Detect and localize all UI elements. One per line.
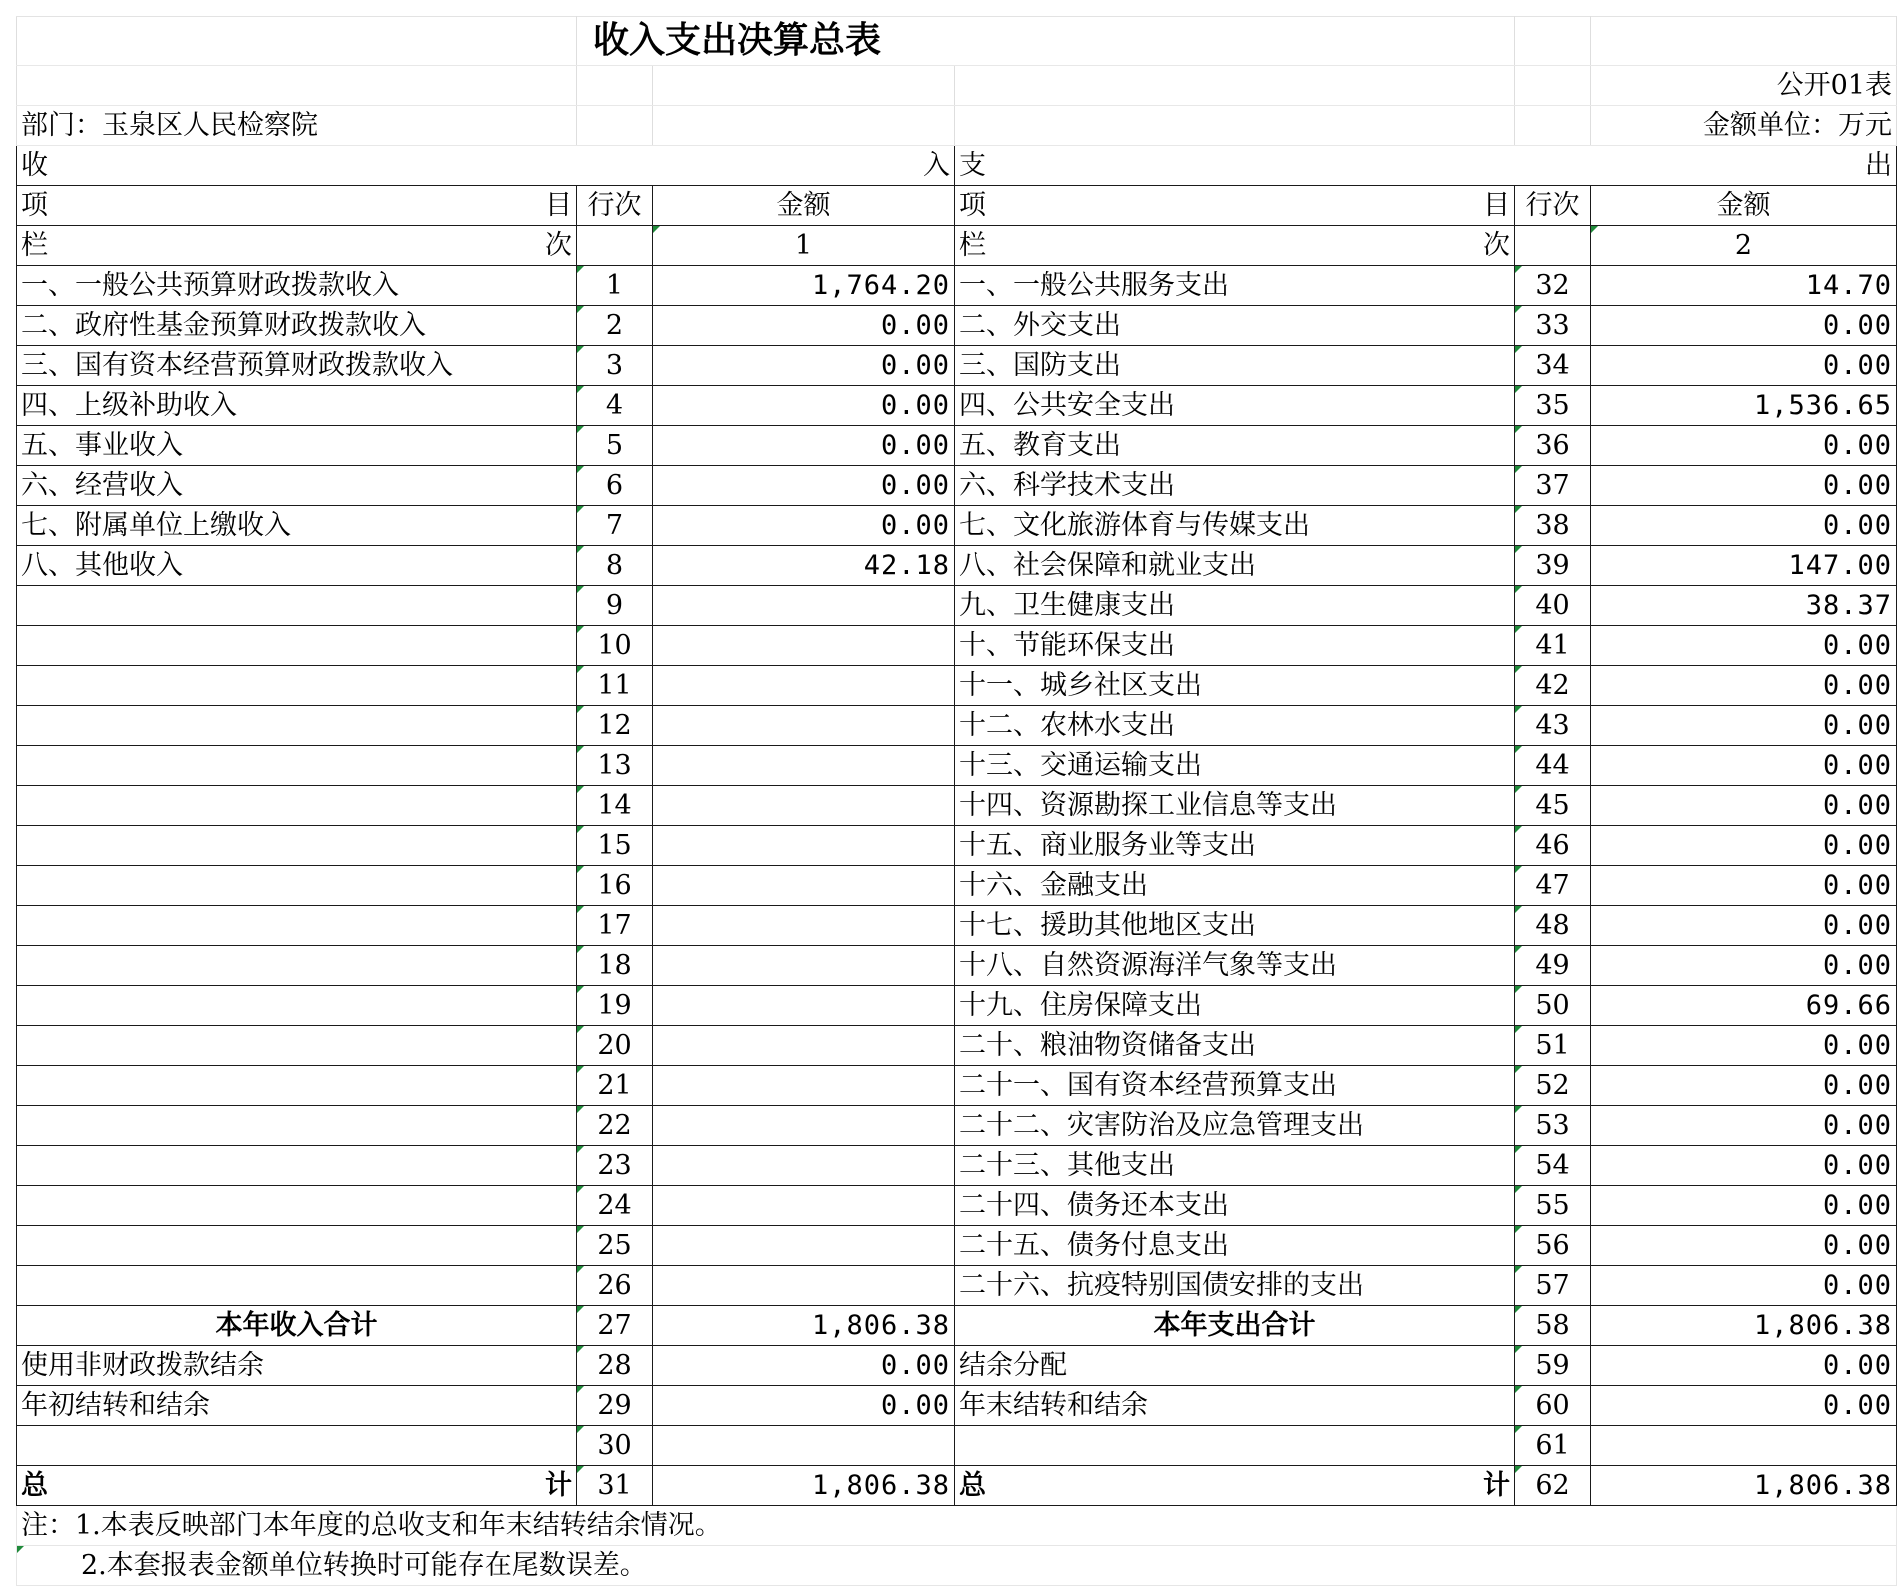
table-row: [17, 506, 1897, 546]
table-row: [17, 986, 1897, 1026]
income-item-name: [17, 946, 577, 986]
col-left: 栏: [21, 230, 48, 261]
expense-item-name: 三、国防支出: [955, 346, 1515, 386]
expense-amount: 0.00: [1591, 426, 1897, 466]
expense-item-name: 九、卫生健康支出: [955, 586, 1515, 626]
income-item-name: [17, 1066, 577, 1106]
report-title: 收入支出决算总表: [577, 17, 1515, 66]
income-row-number: 5: [577, 426, 653, 466]
expense-amount: 0.00: [1591, 786, 1897, 826]
table-row: [17, 386, 1897, 426]
expense-item-name: 十二、农林水支出: [955, 706, 1515, 746]
expense-amount: 0.00: [1591, 1146, 1897, 1186]
expense-row-number: 37: [1515, 466, 1591, 506]
income-row-number: 8: [577, 546, 653, 586]
expense-row-number: 45: [1515, 786, 1591, 826]
expense-amount: 0.00: [1591, 1266, 1897, 1306]
income-amount: [653, 1106, 955, 1146]
expense-amount: 0.00: [1591, 466, 1897, 506]
income-item-name: [17, 1426, 577, 1466]
expense-item-name: 二、外交支出: [955, 306, 1515, 346]
expense-amount: 0.00: [1591, 346, 1897, 386]
title-cell-empty: [1591, 17, 1897, 66]
income-amount: [653, 1426, 955, 1466]
table-row: [17, 1146, 1897, 1186]
expense-row-number: 60: [1515, 1386, 1591, 1426]
note-text: 2.本套报表金额单位转换时可能存在尾数误差。: [17, 1546, 1897, 1586]
header-column-row: [17, 226, 1897, 266]
income-amount: [653, 1186, 955, 1226]
expense-amount-header: 金额: [1591, 186, 1897, 226]
expense-row-number: 55: [1515, 1186, 1591, 1226]
expense-total-amount: 1,806.38: [1591, 1466, 1897, 1506]
income-amount: [653, 1266, 955, 1306]
income-amount: [653, 906, 955, 946]
expense-item-name: 十七、援助其他地区支出: [955, 906, 1515, 946]
income-item-name: [17, 906, 577, 946]
expense-amount: 0.00: [1591, 626, 1897, 666]
table-row: [17, 626, 1897, 666]
item-left: 项: [959, 190, 986, 221]
expense-row-number: 38: [1515, 506, 1591, 546]
income-row-number: 30: [577, 1426, 653, 1466]
expense-amount: 0.00: [1591, 1026, 1897, 1066]
expense-row-number: 61: [1515, 1426, 1591, 1466]
expense-amount: 0.00: [1591, 666, 1897, 706]
header-item-row: [17, 186, 1897, 226]
income-row-number: 2: [577, 306, 653, 346]
empty-cell: [955, 66, 1515, 106]
income-header-left: 收: [21, 150, 48, 181]
spreadsheet-sheet: [16, 16, 1896, 1586]
total-right: 计: [1483, 1470, 1511, 1501]
income-row-number: 10: [577, 626, 653, 666]
income-item-name: 三、国有资本经营预算财政拨款收入: [17, 346, 577, 386]
note-text: 注：1.本表反映部门本年度的总收支和年末结转结余情况。: [17, 1506, 1897, 1546]
expense-subtotal-number: 58: [1515, 1306, 1591, 1346]
empty-cell: [577, 66, 653, 106]
income-expense-table: [16, 16, 1897, 1586]
expense-column-label: [955, 226, 1515, 266]
expense-row-number: 57: [1515, 1266, 1591, 1306]
expense-amount: 1,536.65: [1591, 386, 1897, 426]
expense-amount: 0.00: [1591, 826, 1897, 866]
expense-amount: [1591, 1426, 1897, 1466]
expense-row-number: 59: [1515, 1346, 1591, 1386]
income-item-name: 年初结转和结余: [17, 1386, 577, 1426]
income-amount: [653, 826, 955, 866]
expense-item-name: 二十四、债务还本支出: [955, 1186, 1515, 1226]
table-row: [17, 1066, 1897, 1106]
expense-total-number: 62: [1515, 1466, 1591, 1506]
income-row-number: 13: [577, 746, 653, 786]
income-row-number: 3: [577, 346, 653, 386]
expense-amount: 0.00: [1591, 946, 1897, 986]
table-row: [17, 666, 1897, 706]
income-total-label: [17, 1466, 577, 1506]
income-item-name: 五、事业收入: [17, 426, 577, 466]
expense-row-number: 52: [1515, 1066, 1591, 1106]
income-item-name: [17, 666, 577, 706]
income-row-number: 4: [577, 386, 653, 426]
expense-item-name: 六、科学技术支出: [955, 466, 1515, 506]
table-row: [17, 1426, 1897, 1466]
income-amount: [653, 666, 955, 706]
expense-row-number: 48: [1515, 906, 1591, 946]
income-item-header: [17, 186, 577, 226]
income-amount: [653, 986, 955, 1026]
income-row-number: 28: [577, 1346, 653, 1386]
expense-amount: 0.00: [1591, 1066, 1897, 1106]
expense-row-number: 34: [1515, 346, 1591, 386]
table-row: [17, 426, 1897, 466]
income-row-number: 17: [577, 906, 653, 946]
income-row-number: 15: [577, 826, 653, 866]
table-row: [17, 1346, 1897, 1386]
income-item-name: 七、附属单位上缴收入: [17, 506, 577, 546]
table-row: [17, 266, 1897, 306]
expense-header: [955, 146, 1897, 186]
expense-row-number: 46: [1515, 826, 1591, 866]
income-row-number: 23: [577, 1146, 653, 1186]
income-item-name: 六、经营收入: [17, 466, 577, 506]
income-amount: [653, 586, 955, 626]
subtotal-row: [17, 1306, 1897, 1346]
total-left: 总: [959, 1470, 986, 1501]
expense-row-number: 44: [1515, 746, 1591, 786]
amount-unit: 金额单位：万元: [1591, 106, 1897, 146]
income-amount: [653, 746, 955, 786]
income-row-number: 18: [577, 946, 653, 986]
income-row-number: 20: [577, 1026, 653, 1066]
income-amount: 0.00: [653, 386, 955, 426]
expense-item-name: 结余分配: [955, 1346, 1515, 1386]
expense-amount: 147.00: [1591, 546, 1897, 586]
expense-amount: 0.00: [1591, 506, 1897, 546]
income-row-number: 9: [577, 586, 653, 626]
expense-item-name: 十一、城乡社区支出: [955, 666, 1515, 706]
income-row-number: 1: [577, 266, 653, 306]
expense-amount: 0.00: [1591, 1226, 1897, 1266]
income-item-name: 二、政府性基金预算财政拨款收入: [17, 306, 577, 346]
expense-row-number: 32: [1515, 266, 1591, 306]
income-total-number: 31: [577, 1466, 653, 1506]
table-row: [17, 1186, 1897, 1226]
expense-item-name: 十、节能环保支出: [955, 626, 1515, 666]
expense-subtotal-label: 本年支出合计: [955, 1306, 1515, 1346]
income-row-number: 14: [577, 786, 653, 826]
income-header: [17, 146, 955, 186]
col-right: 次: [545, 230, 572, 261]
table-row: [17, 1106, 1897, 1146]
form-number: 公开01表: [1591, 66, 1897, 106]
income-row-number: 21: [577, 1066, 653, 1106]
item-left: 项: [21, 190, 48, 221]
table-row: [17, 586, 1897, 626]
expense-item-name: 一、一般公共服务支出: [955, 266, 1515, 306]
expense-row-number: 54: [1515, 1146, 1591, 1186]
col-left: 栏: [959, 230, 986, 261]
income-row-number: 6: [577, 466, 653, 506]
total-right: 计: [545, 1470, 572, 1501]
expense-amount: 0.00: [1591, 1346, 1897, 1386]
empty-cell: [653, 66, 955, 106]
income-item-name: [17, 1266, 577, 1306]
expense-row-number: 36: [1515, 426, 1591, 466]
table-row: [17, 306, 1897, 346]
expense-item-name: 十三、交通运输支出: [955, 746, 1515, 786]
income-amount: 42.18: [653, 546, 955, 586]
income-amount: 0.00: [653, 306, 955, 346]
income-amount: 1,764.20: [653, 266, 955, 306]
expense-item-name: [955, 1426, 1515, 1466]
income-subtotal-number: 27: [577, 1306, 653, 1346]
expense-rowno-header: 行次: [1515, 186, 1591, 226]
income-amount-header: 金额: [653, 186, 955, 226]
expense-item-name: 二十、粮油物资储备支出: [955, 1026, 1515, 1066]
income-amount: [653, 866, 955, 906]
income-row-number: 24: [577, 1186, 653, 1226]
table-row: [17, 906, 1897, 946]
title-row: [17, 17, 1897, 66]
note-row: [17, 1546, 1897, 1586]
empty-cell: [577, 226, 653, 266]
department-row: [17, 106, 1897, 146]
table-row: [17, 746, 1897, 786]
table-row: [17, 1226, 1897, 1266]
expense-amount: 0.00: [1591, 306, 1897, 346]
income-row-number: 16: [577, 866, 653, 906]
expense-amount: 69.66: [1591, 986, 1897, 1026]
income-amount: [653, 1146, 955, 1186]
empty-cell: [1515, 66, 1591, 106]
expense-row-number: 49: [1515, 946, 1591, 986]
expense-column-number: 2: [1591, 226, 1897, 266]
income-column-label: [17, 226, 577, 266]
expense-item-name: 二十六、抗疫特别国债安排的支出: [955, 1266, 1515, 1306]
expense-row-number: 56: [1515, 1226, 1591, 1266]
income-amount: 0.00: [653, 1346, 955, 1386]
expense-item-header: [955, 186, 1515, 226]
expense-subtotal-amount: 1,806.38: [1591, 1306, 1897, 1346]
expense-item-name: 二十二、灾害防治及应急管理支出: [955, 1106, 1515, 1146]
expense-row-number: 53: [1515, 1106, 1591, 1146]
expense-item-name: 年末结转和结余: [955, 1386, 1515, 1426]
department-label: 部门：玉泉区人民检察院: [17, 106, 577, 146]
expense-item-name: 七、文化旅游体育与传媒支出: [955, 506, 1515, 546]
form-no-row: [17, 66, 1897, 106]
income-subtotal-label: 本年收入合计: [17, 1306, 577, 1346]
expense-header-right: 出: [1865, 150, 1893, 181]
income-row-number: 7: [577, 506, 653, 546]
table-row: [17, 1386, 1897, 1426]
income-amount: 0.00: [653, 346, 955, 386]
expense-header-left: 支: [959, 150, 986, 181]
income-item-name: [17, 1106, 577, 1146]
income-item-name: [17, 1226, 577, 1266]
expense-total-label: [955, 1466, 1515, 1506]
income-row-number: 19: [577, 986, 653, 1026]
table-row: [17, 466, 1897, 506]
expense-row-number: 50: [1515, 986, 1591, 1026]
income-amount: [653, 1026, 955, 1066]
total-row: [17, 1466, 1897, 1506]
expense-amount: 14.70: [1591, 266, 1897, 306]
income-item-name: [17, 1186, 577, 1226]
expense-item-name: 八、社会保障和就业支出: [955, 546, 1515, 586]
income-item-name: [17, 786, 577, 826]
expense-row-number: 33: [1515, 306, 1591, 346]
expense-amount: 0.00: [1591, 1186, 1897, 1226]
expense-amount: 0.00: [1591, 1386, 1897, 1426]
item-right: 目: [1483, 190, 1511, 221]
item-right: 目: [545, 190, 572, 221]
income-amount: 0.00: [653, 426, 955, 466]
expense-item-name: 十九、住房保障支出: [955, 986, 1515, 1026]
empty-cell: [1515, 106, 1591, 146]
income-amount: [653, 626, 955, 666]
expense-item-name: 十五、商业服务业等支出: [955, 826, 1515, 866]
empty-cell: [17, 66, 577, 106]
income-item-name: [17, 586, 577, 626]
expense-item-name: 二十三、其他支出: [955, 1146, 1515, 1186]
income-amount: [653, 706, 955, 746]
expense-row-number: 42: [1515, 666, 1591, 706]
income-item-name: [17, 1026, 577, 1066]
empty-cell: [653, 106, 955, 146]
income-item-name: 使用非财政拨款结余: [17, 1346, 577, 1386]
income-header-right: 入: [923, 150, 950, 181]
income-item-name: [17, 746, 577, 786]
table-row: [17, 1266, 1897, 1306]
total-left: 总: [21, 1470, 48, 1501]
expense-item-name: 二十一、国有资本经营预算支出: [955, 1066, 1515, 1106]
expense-item-name: 二十五、债务付息支出: [955, 1226, 1515, 1266]
expense-amount: 0.00: [1591, 746, 1897, 786]
table-row: [17, 1026, 1897, 1066]
income-row-number: 11: [577, 666, 653, 706]
income-subtotal-amount: 1,806.38: [653, 1306, 955, 1346]
title-cell-empty: [1515, 17, 1591, 66]
expense-row-number: 40: [1515, 586, 1591, 626]
income-rowno-header: 行次: [577, 186, 653, 226]
income-item-name: [17, 826, 577, 866]
expense-item-name: 十六、金融支出: [955, 866, 1515, 906]
income-amount: [653, 1226, 955, 1266]
expense-amount: 0.00: [1591, 906, 1897, 946]
income-item-name: [17, 706, 577, 746]
income-row-number: 29: [577, 1386, 653, 1426]
table-row: [17, 346, 1897, 386]
empty-cell: [1515, 226, 1591, 266]
income-item-name: 四、上级补助收入: [17, 386, 577, 426]
expense-amount: 38.37: [1591, 586, 1897, 626]
income-column-number: 1: [653, 226, 955, 266]
title-cell-empty: [17, 17, 577, 66]
income-item-name: 一、一般公共预算财政拨款收入: [17, 266, 577, 306]
col-right: 次: [1483, 230, 1511, 261]
income-row-number: 12: [577, 706, 653, 746]
table-row: [17, 786, 1897, 826]
income-row-number: 25: [577, 1226, 653, 1266]
expense-item-name: 四、公共安全支出: [955, 386, 1515, 426]
income-amount: 0.00: [653, 466, 955, 506]
income-amount: 0.00: [653, 1386, 955, 1426]
income-amount: [653, 946, 955, 986]
note-row: [17, 1506, 1897, 1546]
income-amount: 0.00: [653, 506, 955, 546]
income-row-number: 26: [577, 1266, 653, 1306]
expense-row-number: 41: [1515, 626, 1591, 666]
header-income-expense-row: [17, 146, 1897, 186]
expense-row-number: 39: [1515, 546, 1591, 586]
income-item-name: [17, 986, 577, 1026]
income-item-name: [17, 1146, 577, 1186]
income-item-name: [17, 866, 577, 906]
table-row: [17, 706, 1897, 746]
income-amount: [653, 1066, 955, 1106]
expense-item-name: 五、教育支出: [955, 426, 1515, 466]
income-total-amount: 1,806.38: [653, 1466, 955, 1506]
expense-amount: 0.00: [1591, 866, 1897, 906]
expense-row-number: 51: [1515, 1026, 1591, 1066]
expense-item-name: 十四、资源勘探工业信息等支出: [955, 786, 1515, 826]
table-row: [17, 826, 1897, 866]
table-row: [17, 866, 1897, 906]
expense-row-number: 47: [1515, 866, 1591, 906]
expense-row-number: 43: [1515, 706, 1591, 746]
expense-row-number: 35: [1515, 386, 1591, 426]
expense-item-name: 十八、自然资源海洋气象等支出: [955, 946, 1515, 986]
income-item-name: [17, 626, 577, 666]
expense-amount: 0.00: [1591, 706, 1897, 746]
empty-cell: [955, 106, 1515, 146]
income-row-number: 22: [577, 1106, 653, 1146]
income-item-name: 八、其他收入: [17, 546, 577, 586]
empty-cell: [577, 106, 653, 146]
table-row: [17, 946, 1897, 986]
income-amount: [653, 786, 955, 826]
table-row: [17, 546, 1897, 586]
expense-amount: 0.00: [1591, 1106, 1897, 1146]
